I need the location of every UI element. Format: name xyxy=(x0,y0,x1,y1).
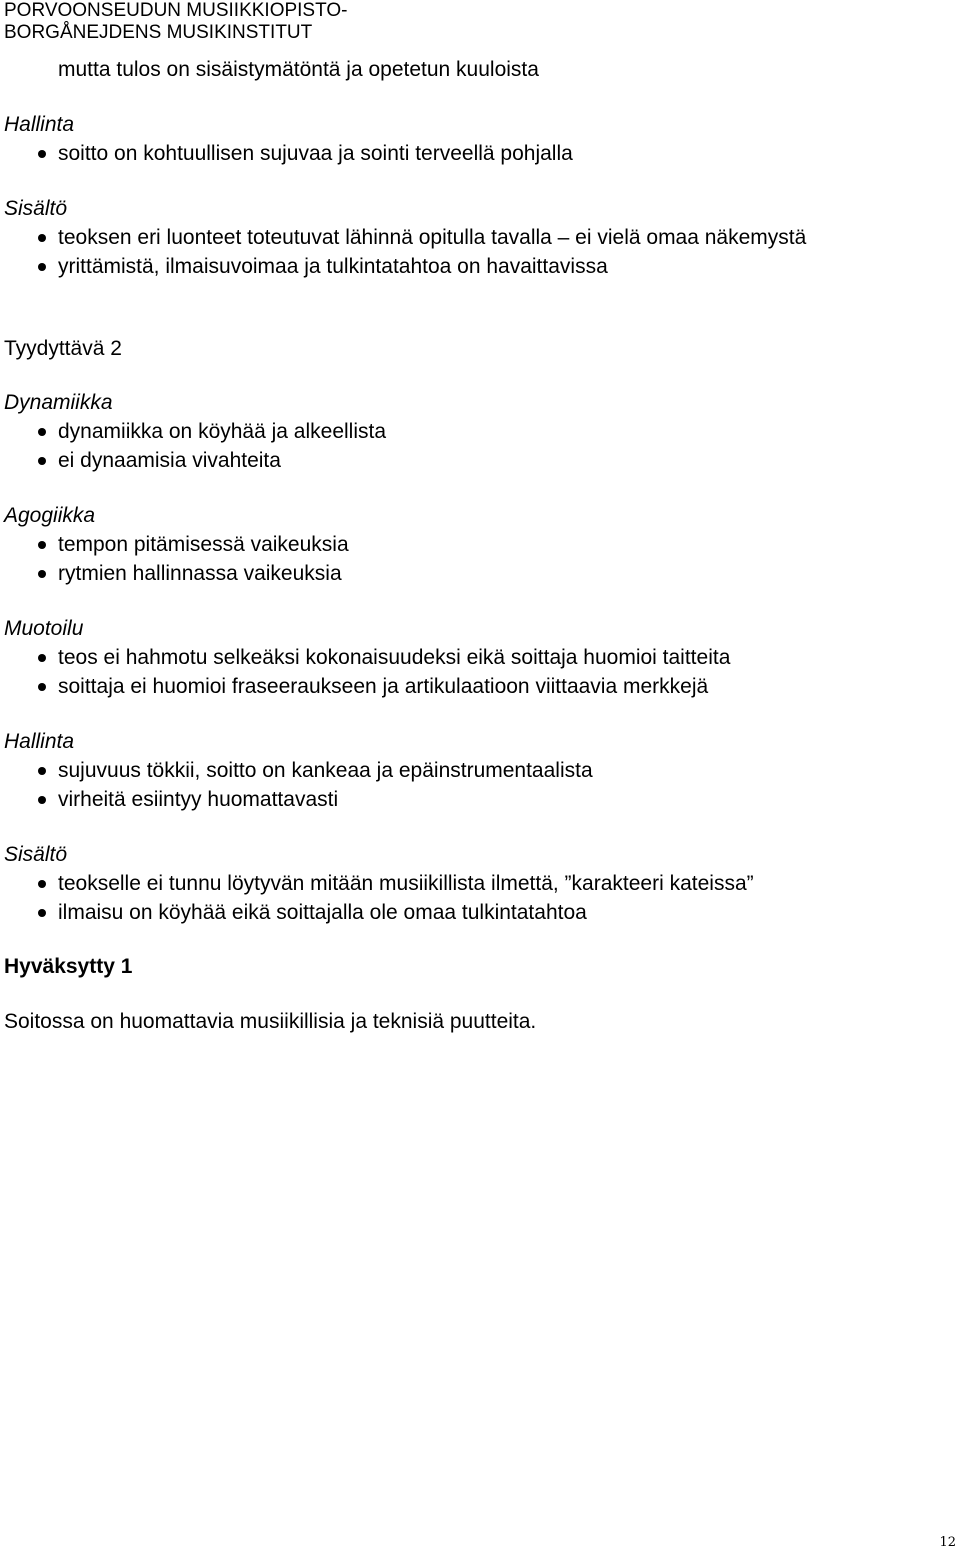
grade-1-description: Soitossa on huomattavia musiikillisia ja teknisiä puutteita. xyxy=(4,1010,537,1033)
grade-title-1: Hyväksytty 1 xyxy=(4,955,133,978)
bullet-icon xyxy=(38,767,46,775)
list-item: ei dynaamisia vivahteita xyxy=(58,449,281,472)
list-item: teoksen eri luonteet toteutuvat lähinnä opitulla tavalla – ei vielä omaa näkemystä xyxy=(58,226,807,249)
list-item: virheitä esiintyy huomattavasti xyxy=(58,788,339,811)
bullet-icon xyxy=(38,570,46,578)
list-item: yrittämistä, ilmaisuvoimaa ja tulkintatahtoa on havaittavissa xyxy=(58,255,608,278)
bullet-icon xyxy=(38,428,46,436)
list-item: sujuvuus tökkii, soitto on kankeaa ja epäinstrumentaalista xyxy=(58,759,593,782)
section-heading-agogiikka: Agogiikka xyxy=(4,504,96,527)
section-heading-sisalto: Sisältö xyxy=(4,197,68,220)
list-item: soittaja ei huomioi fraseeraukseen ja artikulaatioon viittaavia merkkejä xyxy=(58,675,709,698)
bullet-icon xyxy=(38,909,46,917)
bullet-icon xyxy=(38,654,46,662)
bullet-icon xyxy=(38,796,46,804)
list-item: rytmien hallinnassa vaikeuksia xyxy=(58,562,342,585)
bullet-icon xyxy=(38,880,46,888)
header-line-2: BORGÅNEJDENS MUSIKINSTITUT xyxy=(4,22,313,43)
grade-title-2: Tyydyttävä 2 xyxy=(4,337,122,360)
bullet-icon xyxy=(38,150,46,158)
bullet-icon xyxy=(38,234,46,242)
bullet-icon xyxy=(38,683,46,691)
bullet-icon xyxy=(38,541,46,549)
page-number: 12 xyxy=(939,1535,956,1550)
list-item: teokselle ei tunnu löytyvän mitään musiikillista ilmettä, ”karakteeri kateissa” xyxy=(58,872,754,895)
list-item: tempon pitämisessä vaikeuksia xyxy=(58,533,349,556)
list-item: ilmaisu on köyhää eikä soittajalla ole omaa tulkintatahtoa xyxy=(58,901,587,924)
document-header xyxy=(4,0,347,44)
bullet-icon xyxy=(38,457,46,465)
section-heading-dynamiikka: Dynamiikka xyxy=(4,391,113,414)
list-item: teos ei hahmotu selkeäksi kokonaisuudeksi eikä soittaja huomioi taitteita xyxy=(58,646,731,669)
list-item: soitto on kohtuullisen sujuvaa ja sointi terveellä pohjalla xyxy=(58,142,573,165)
section-heading-sisalto: Sisältö xyxy=(4,843,68,866)
section-heading-muotoilu: Muotoilu xyxy=(4,617,84,640)
section-heading-hallinta: Hallinta xyxy=(4,730,75,753)
list-item: dynamiikka on köyhää ja alkeellista xyxy=(58,420,387,443)
section-heading-hallinta: Hallinta xyxy=(4,113,75,136)
bullet-icon xyxy=(38,263,46,271)
header-line-1: PORVOONSEUDUN MUSIIKKIOPISTO- xyxy=(4,0,348,21)
intro-line: mutta tulos on sisäistymätöntä ja opetetun kuuloista xyxy=(58,58,539,81)
